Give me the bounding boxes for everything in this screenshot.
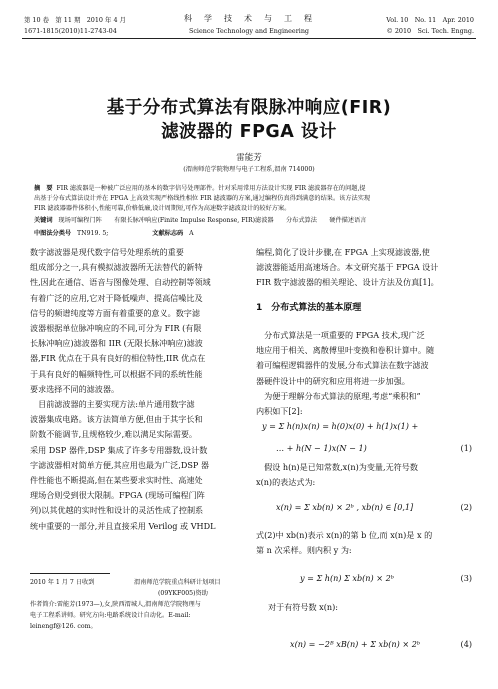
abstract-label: 摘 要 xyxy=(34,185,53,192)
equation-3-number: (3) xyxy=(460,573,472,583)
section-para3-line: 第 n 次采样。则内积 y 为: xyxy=(256,545,352,556)
right-intro-line: 编程,简化了设计步骤,在 FPGA 上实现滤波器,使 xyxy=(256,247,430,257)
left-column-line: 统中重要的一部分,并且直接采用 Verilog 或 VHDL xyxy=(30,520,216,531)
abstract-line1: FIR 滤波器是一种被广泛应用的基本的数字信号处理部件。针对采用常用方法设计实现 FIR 滤波器存在的问题,提 xyxy=(56,185,366,192)
equation-1a-text: y = Σ h(n)x(n) = h(0)x(0) + h(1)x(1) + xyxy=(262,421,419,431)
equation-4-text: x(n) = −2ᴮ xB(n) + Σ xb(n) × 2ᵇ xyxy=(290,639,421,649)
header-journal-en: Science Technology and Engineering xyxy=(188,27,310,35)
keywords-label: 关键词 xyxy=(34,217,53,224)
keywords xyxy=(34,216,366,225)
header-copyright: © 2010 Sci. Tech. Engng. xyxy=(386,27,474,35)
section-para1 xyxy=(256,328,471,419)
footnote-bio1: 作者简介:雷能芳(1973—),女,陕西渭城人,渭南师范学院物理与 xyxy=(30,601,201,608)
left-column-line: 性,因此在通信、语音与图像处理、自动控制等领域 xyxy=(30,277,211,288)
footnote-bio2: 电子工程系讲师。研究方向:电路系统设计自动化。E-mail: xyxy=(30,612,191,619)
keywords-value: 现场可编程门阵 有限长脉冲响应(Finite Impulse Response, FIR)滤波器 分布式算法 硬件描述语言 xyxy=(58,217,367,224)
clc-value: TN919. 5; xyxy=(77,230,109,237)
doc-code-label: 文献标志码 xyxy=(152,230,184,237)
equation-1b xyxy=(276,443,472,457)
equation-2-number: (2) xyxy=(460,502,472,512)
section-para2 xyxy=(256,460,471,490)
section-para1-line: 内积如下[2]: xyxy=(256,406,303,417)
left-column-line: 采用 DSP 器件,DSP 集成了许多专用器数,设计数 xyxy=(30,444,208,455)
footnote-bio3: leinengf@126. com。 xyxy=(30,623,97,630)
footnote-rule xyxy=(30,573,110,574)
equation-2-text: x(n) = Σ xb(n) × 2ᵇ , xb(n) ∈ [0,1] xyxy=(276,502,414,512)
equation-1a xyxy=(262,421,472,435)
equation-3 xyxy=(300,573,472,587)
left-column-line: 器,FIR 优点在于具有良好的相位特性,IIR 优点在 xyxy=(30,353,206,364)
equation-3-text: y = Σ h(n) Σ xb(n) × 2ᵇ xyxy=(300,573,394,583)
footnote-received: 2010 年 1 月 7 日收到 xyxy=(30,579,95,586)
paper-title-line1: 基于分布式算法有限脉冲响应(FIR) xyxy=(106,98,392,118)
section-para2-line: x(n)的表达式为: xyxy=(256,477,316,488)
footnote-fund1: 渭南师范学院重点科研计划项目 xyxy=(134,579,221,586)
section-para4: 对于有符号数 x(n): xyxy=(268,602,338,612)
section-para3 xyxy=(256,528,471,558)
equation-2 xyxy=(276,502,472,516)
author: 雷能芳 xyxy=(236,153,262,163)
left-column-line: 数字滤波器是现代数字信号处理系统的重要 xyxy=(30,247,184,257)
footnote-fund2: (09YKF005)资助 xyxy=(158,590,208,597)
header-volume: 第 10 卷 第 11 期 2010 年 4 月 xyxy=(24,16,126,24)
left-column-line: 信号的频谱纯度等方面有着重要的意义。数字滤 xyxy=(30,307,200,318)
left-column xyxy=(30,245,242,534)
left-column-line: 件性能也不断提高,但在某些要求实时性、高速处 xyxy=(30,475,203,486)
equation-4-number: (4) xyxy=(460,639,472,649)
left-column-line: 字滤波器相对简单方便,其应用也最为广泛,DSP 器 xyxy=(30,459,209,470)
left-column-line: 阶数不能调节,且规格较少,难以满足实际需要。 xyxy=(30,429,198,440)
left-column-line: 要求选择不同的滤波器。 xyxy=(30,383,120,394)
equation-1b-text: … + h(N − 1)x(N − 1) xyxy=(276,443,367,453)
header-journal-cn: 科 学 技 术 与 工 程 xyxy=(184,14,314,23)
abstract xyxy=(34,184,366,193)
left-column-line: 理场合则受到很大限制。FPGA (现场可编程门阵 xyxy=(30,490,205,501)
clc-label: 中图法分类号 xyxy=(34,230,72,237)
section-para1-line: 分布式算法是一项重要的 FPGA 技术,现广泛 xyxy=(256,330,425,340)
section-para2-line: 假设 h(n)是已知常数,x(n)为变量,无符号数 xyxy=(256,462,418,472)
left-column-line: 长脉冲响应)滤波器和 IIR (无限长脉冲响应)滤波 xyxy=(30,338,203,349)
header-vol-en: Vol. 10 No. 11 Apr. 2010 xyxy=(386,16,474,24)
classification xyxy=(34,229,194,238)
section-para3-line: 式(2)中 xb(n)表示 x(n)的第 b 位,而 x(n)是 x 的 xyxy=(256,530,433,540)
doc-code-value: A xyxy=(189,230,194,237)
header-issn: 1671-1815(2010)11-2743-04 xyxy=(24,27,117,35)
section-para1-line: 地应用于相关、离散傅里叶变换和卷积计算中。随 xyxy=(256,345,435,356)
left-column-line: 波器集成电路。该方法简单方便,但由于其字长和 xyxy=(30,414,203,425)
equation-4 xyxy=(290,639,472,653)
section-para1-line: 着可编程逻辑器件的发展,分布式算法在数字滤波 xyxy=(256,360,429,371)
section-title: 1 分布式算法的基本原理 xyxy=(256,303,362,313)
right-intro-line: 滤波器能适用高速场合。本文研究基于 FPGA 设计 xyxy=(256,262,439,273)
header-rule xyxy=(22,38,476,39)
paper-title-line2: 滤波器的 FPGA 设计 xyxy=(161,122,337,142)
section-para1-line: 为便于理解分布式算法的原理,考虑“乘积和” xyxy=(256,390,421,401)
left-column-line: 列)以其优越的实时性和设计的灵活性成了控制系 xyxy=(30,505,204,516)
section-para1-line: 器硬件设计中的研究和应用将进一步加强。 xyxy=(256,375,410,386)
abstract-line3: FIR 滤波器器件体积小,性能可靠,价格低廉,设计周期短,可作为高速数字滤波设计的较好方案。 xyxy=(34,205,291,212)
right-intro xyxy=(256,245,471,291)
left-column-line: 于具有良好的幅频特性,可以根据不同的系统性能 xyxy=(30,368,203,379)
affiliation: (渭南师范学院物理与电子工程系,渭南 714000) xyxy=(183,166,315,173)
right-intro-line: FIR 数字滤波器的相关理论、设计方法及仿真[1]。 xyxy=(256,277,439,288)
left-column-line: 波器根据单位脉冲响应的不同,可分为 FIR (有限 xyxy=(30,323,202,334)
left-column-line: 目前滤波器的主要实现方法:单片通用数字滤 xyxy=(30,399,195,410)
left-column-line: 有着广泛的应用,它对于降低噪声、提高信噪比及 xyxy=(30,292,203,303)
left-column-line: 组成部分之一,具有模拟滤波器所无法替代的新特 xyxy=(30,262,203,273)
equation-1-number: (1) xyxy=(460,443,472,453)
abstract-line2: 出基于分布式算法设计并在 FPGA 上高效实现严格线性相位 FIR 滤波器的方案,通过编程仿真得到满意的结果。该方法实现 xyxy=(34,195,371,202)
